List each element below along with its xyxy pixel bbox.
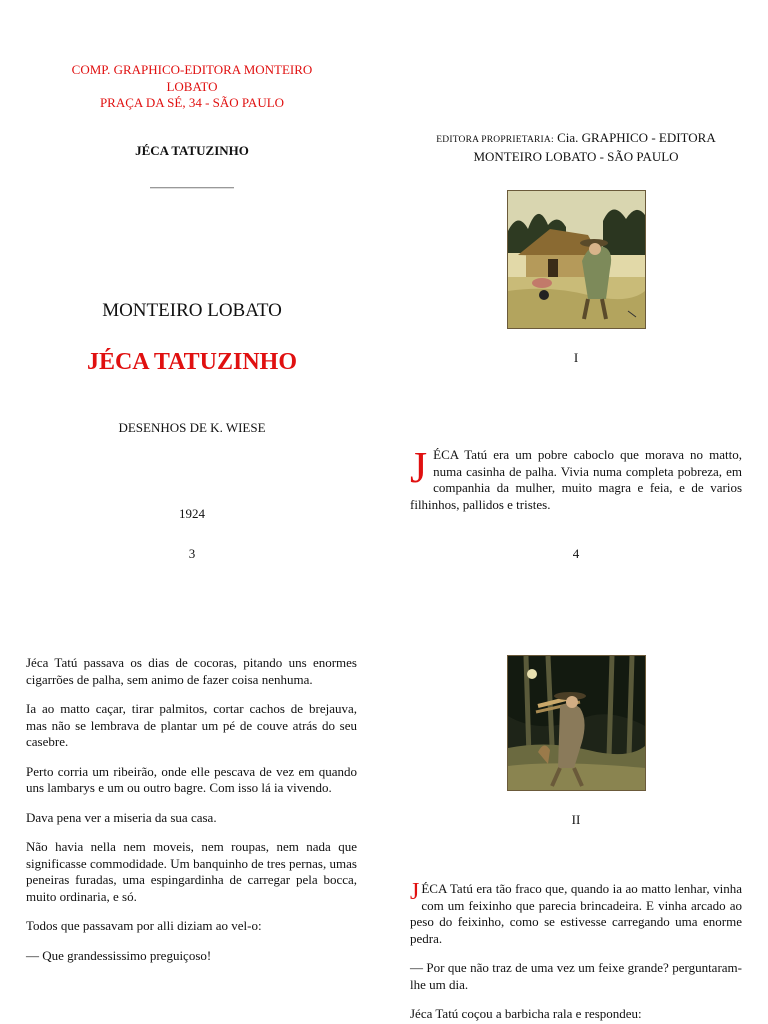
publication-year: 1924 [179, 506, 205, 521]
paragraph: Todos que passavam por alli diziam ao vel-o: [26, 918, 262, 933]
author-name: MONTEIRO LOBATO [102, 300, 282, 321]
paragraph: — Que grandessissimo preguiçoso! [26, 947, 212, 963]
paragraph: Jéca Tatú coçou a barbicha rala e respondeu: [410, 1006, 642, 1021]
illustration-jeca-house [507, 190, 646, 329]
editor-line: Cia. GRAPHICO - EDITORA [557, 130, 716, 145]
paragraph: ÉCA Tatú era tão fraco que, quando ia ao matto lenhar, vinha com um feixinho que parecia brincadeira. E vinha arcado ao peso do feixinho, como se estivesse carregando uma enorme pedra. [410, 881, 742, 946]
publisher-address: PRAÇA DA SÉ, 34 - SÃO PAULO [99, 95, 285, 110]
publisher-line: LOBATO [166, 78, 218, 94]
drop-cap: J [410, 443, 428, 492]
short-title: JÉCA TATUZINHO [135, 143, 249, 158]
editor-label: EDITORA PROPRIETARIA: [436, 135, 554, 145]
chapter-1-text [410, 443, 742, 513]
publisher-block [40, 62, 344, 112]
paragraph: Não havia nella nem moveis, nem roupas, nem nada que significasse commodidade. Um banquinho de tres pernas, umas peneiras furadas, uma espingardinha de carregar pela bocca, muito ordinaria, e só. [26, 839, 357, 904]
paragraph: Jéca Tatú passava os dias de cocoras, pitando uns enormes cigarrões de palha, sem animo de fazer coisa nenhuma. [26, 655, 357, 687]
page-number: 4 [572, 546, 580, 561]
chapter-heading: I [573, 350, 579, 365]
publisher-line: COMP. GRAPHICO-EDITORA MONTEIRO [71, 62, 313, 77]
illustrator-credit: DESENHOS DE K. WIESE [118, 420, 266, 435]
paragraph: Perto corria um ribeirão, onde elle pescava de vez em quando uns lambarys e um ou outro bagre. Com isso lá ia vivendo. [26, 763, 357, 795]
illustration-jeca-firewood [507, 655, 646, 791]
page-number: 3 [188, 546, 196, 561]
paragraph: Ia ao matto caçar, tirar palmitos, cortar cachos de brejauva, mas não se lembrava de plantar um pé de couve atrás do seu casebre. [26, 701, 357, 749]
page-5 [26, 655, 357, 964]
editor-block [410, 130, 742, 165]
paragraph: ÉCA Tatú era um pobre caboclo que morava no matto, numa casinha de palha. Vivia numa completa pobreza, em companhia da mulher, muito magra e feia, e de varios filhinhos, pallidos e tristes. [410, 447, 742, 512]
chapter-heading: II [571, 812, 581, 827]
drop-cap: J [410, 879, 420, 905]
book-title: JÉCA TATUZINHO [86, 349, 298, 375]
paragraph: Dava pena ver a miseria da sua casa. [26, 809, 217, 825]
editor-line: MONTEIRO LOBATO - SÃO PAULO [473, 148, 679, 164]
chapter-2-text [410, 881, 742, 1023]
divider [150, 187, 234, 188]
paragraph: — Por que não traz de uma vez um feixe grande? perguntaram-lhe um dia. [410, 960, 742, 992]
